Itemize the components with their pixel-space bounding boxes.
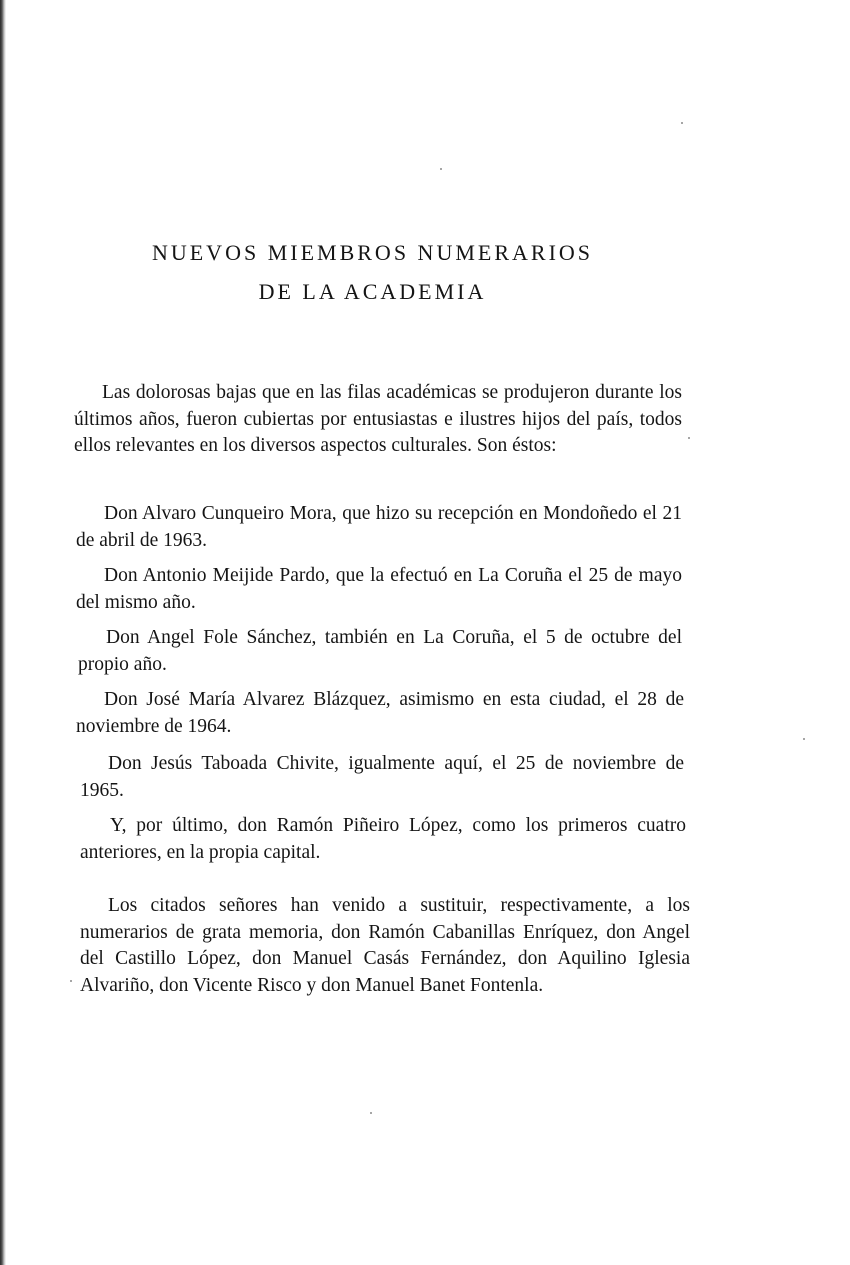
scan-speck	[681, 122, 683, 124]
scan-speck	[70, 980, 72, 982]
member-entry-pineiro: Y, por último, don Ramón Piñeiro López, como los primeros cuatro anteriores, en la propia capital.	[80, 815, 686, 863]
member-entry-fole: Don Angel Fole Sánchez, también en La Coruña, el 5 de octubre del propio año.	[78, 627, 682, 675]
scan-speck	[370, 1112, 372, 1114]
scan-speck	[440, 168, 442, 170]
page-title-line-1: NUEVOS MIEMBROS NUMERARIOS	[151, 240, 594, 265]
intro-paragraph: Las dolorosas bajas que en las filas académicas se produjeron durante los últimos años, fueron cubiertas por entusiastas e ilustres hijos del país, todos ellos relevantes en los diversos aspectos culturales. Son éstos:	[74, 382, 682, 456]
scan-binding-edge	[0, 0, 6, 1265]
page-title-line-2: DE LA ACADEMIA	[258, 279, 487, 304]
member-entry-meijide: Don Antonio Meijide Pardo, que la efectuó en La Coruña el 25 de mayo del mismo año.	[76, 565, 682, 613]
scan-speck	[688, 437, 690, 439]
scan-speck	[803, 738, 805, 740]
member-entry-alvarez-blazquez: Don José María Alvarez Blázquez, asimismo en esta ciudad, el 28 de noviembre de 1964.	[76, 689, 684, 737]
closing-paragraph: Los citados señores han venido a sustituir, respectivamente, a los numerarios de grata memoria, don Ramón Cabanillas Enríquez, don Angel del Castillo López, don Manuel Casás Fernández, don Aquilino Iglesia Alvariño, don Vicente Risco y don Manuel Banet Fontenla.	[80, 895, 690, 996]
member-entry-taboada: Don Jesús Taboada Chivite, igualmente aquí, el 25 de noviembre de 1965.	[80, 753, 684, 801]
member-entry-cunqueiro: Don Alvaro Cunqueiro Mora, que hizo su recepción en Mondoñedo el 21 de abril de 1963.	[76, 503, 682, 551]
